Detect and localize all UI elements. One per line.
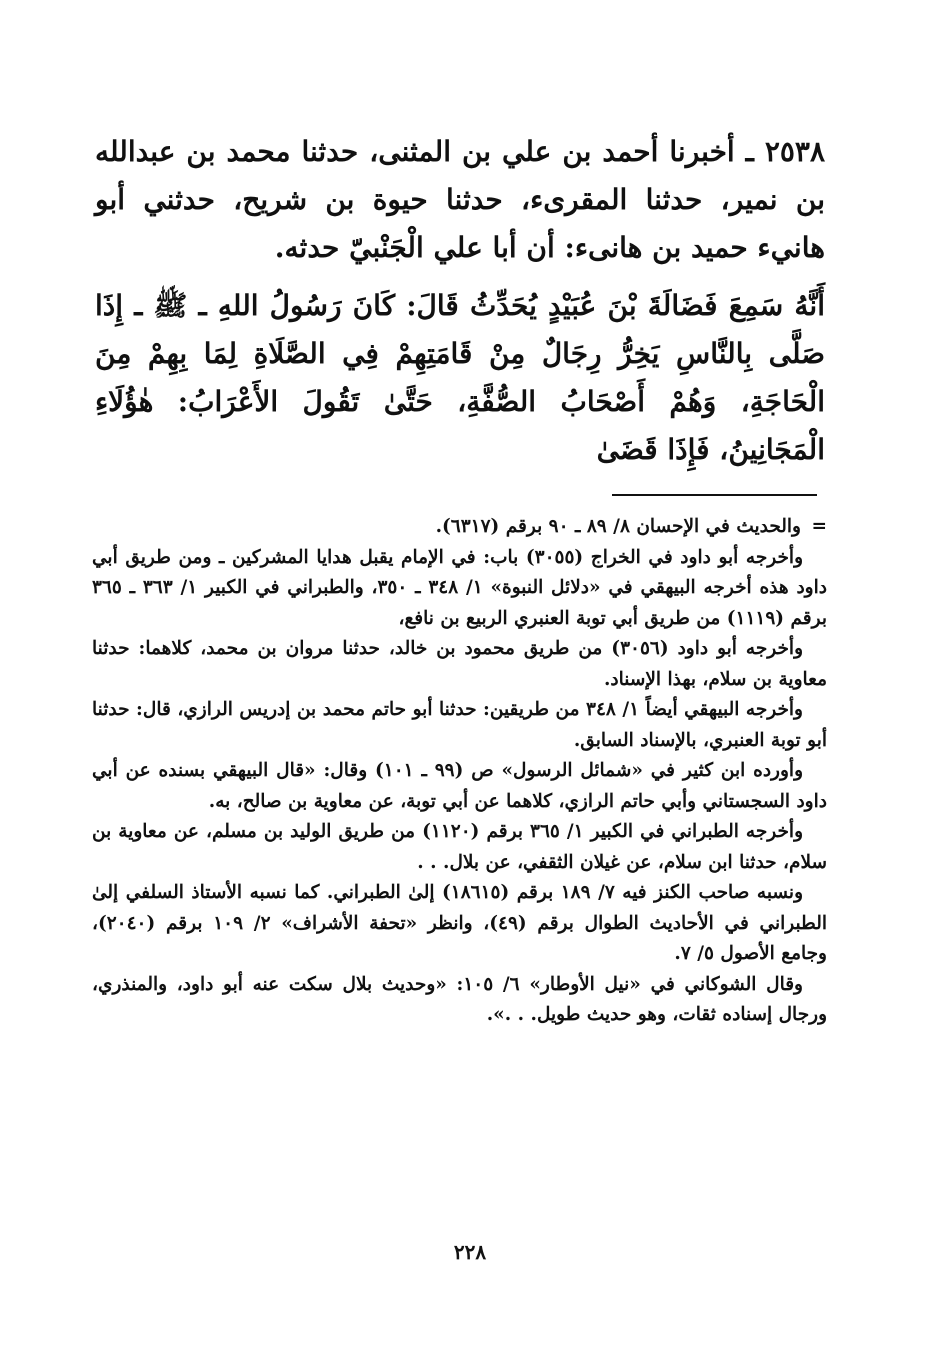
main-text bbox=[95, 128, 825, 474]
hadith-isnad bbox=[95, 128, 825, 272]
footnote-paragraph bbox=[92, 512, 827, 543]
footnote-paragraph: ونسبه صاحب الكنز فيه ٧/ ١٨٩ برقم (١٨٦١٥) إلىٰ الطبراني. كما نسبه الأستاذ السلفي إلىٰ الطبراني في الأحاديث الطوال برقم (٤٩)، وانظر «تحفة الأشراف» ٢/ ١٠٩ برقم (٢٠٤٠)، وجامع الأصول ٥/ ٧. bbox=[92, 882, 827, 964]
isnad-text: ـ أخبرنا أحمد بن علي بن المثنى، حدثنا محمد بن عبدالله بن نمير، حدثنا المقرىء، حدثنا حيوة بن شريح، حدثني أبو هانيء حميد بن هانىء: أن أبا علي الْجَنْبيّ حدثه. bbox=[95, 135, 825, 264]
footnote-separator bbox=[612, 494, 817, 496]
footnote-paragraph: وأخرجه أبو داود (٣٠٥٦) من طريق محمود بن خالد، حدثنا مروان بن محمد، كلاهما: حدثنا معاوية بن سلام، بهذا الإسناد. bbox=[92, 638, 827, 690]
footnote-paragraph: وقال الشوكاني في «نيل الأوطار» ٦/ ١٠٥: «وحديث بلال سكت عنه أبو داود، والمنذري، ورجال إسناده ثقات، وهو حديث طويل. . .». bbox=[92, 973, 827, 1025]
footnote-paragraph: وأخرجه أبو داود في الخراج (٣٠٥٥) باب: في الإمام يقبل هدايا المشركين ـ ومن طريق أبي داود هذه أخرجه البيهقي في «دلائل النبوة» ١/ ٣٤٨ ـ ٣٥٠، والطبراني في الكبير ١/ ٣٦٣ ـ ٣٦٥ برقم (١١١٩) من طريق أبي توبة العنبري الربيع بن نافع، bbox=[92, 546, 827, 629]
page-number: ٢٢٨ bbox=[453, 1240, 487, 1264]
footnote-paragraph: وأخرجه البيهقي أيضاً ١/ ٣٤٨ من طريقين: حدثنا أبو حاتم محمد بن إدريس الرازي، قال: حدثنا أبو توبة العنبري، بالإسناد السابق. bbox=[92, 699, 827, 751]
footnote-paragraph: وأخرجه الطبراني في الكبير ١/ ٣٦٥ برقم (١١٢٠) من طريق الوليد بن مسلم، عن معاوية بن سلام، حدثنا ابن سلام، عن غيلان الثقفي، عن بلال. . . bbox=[92, 821, 827, 873]
continuation-marker: = bbox=[811, 516, 827, 537]
hadith-matn: أَنَّهُ سَمِعَ فَضَالَةَ بْنَ عُبَيْدٍ يُحَدِّثُ قَالَ: كَانَ رَسُولُ اللهِ ـ ﷺ ـ إِذَا صَلَّى بِالنَّاسِ يَخِرُّ رِجَالٌ مِنْ قَامَتِهِمْ فِي الصَّلَاةِ لِمَا بِهِمْ مِنَ الْحَاجَةِ، وَهُمْ أَصْحَابُ الصُّفَّةِ، حَتَّىٰ تَقُولَ الأَعْرَابُ: هٰؤُلَاءِ الْمَجَانِينُ، فَإِذَا قَضَىٰ bbox=[95, 289, 825, 466]
footnote-paragraph: وأورده ابن كثير في «شمائل الرسول» ص (٩٩ ـ ١٠١) وقال: «قال البيهقي بسنده عن أبي داود السجستاني وأبي حاتم الرازي، كلاهما عن أبي توبة، عن معاوية بن صالح، به. bbox=[92, 760, 827, 812]
hadith-number: ٢٥٣٨ bbox=[764, 135, 825, 168]
footnotes bbox=[92, 512, 827, 1031]
footnote-text: والحديث في الإحسان ٨/ ٨٩ ـ ٩٠ برقم (٦٣١٧). bbox=[435, 516, 801, 537]
